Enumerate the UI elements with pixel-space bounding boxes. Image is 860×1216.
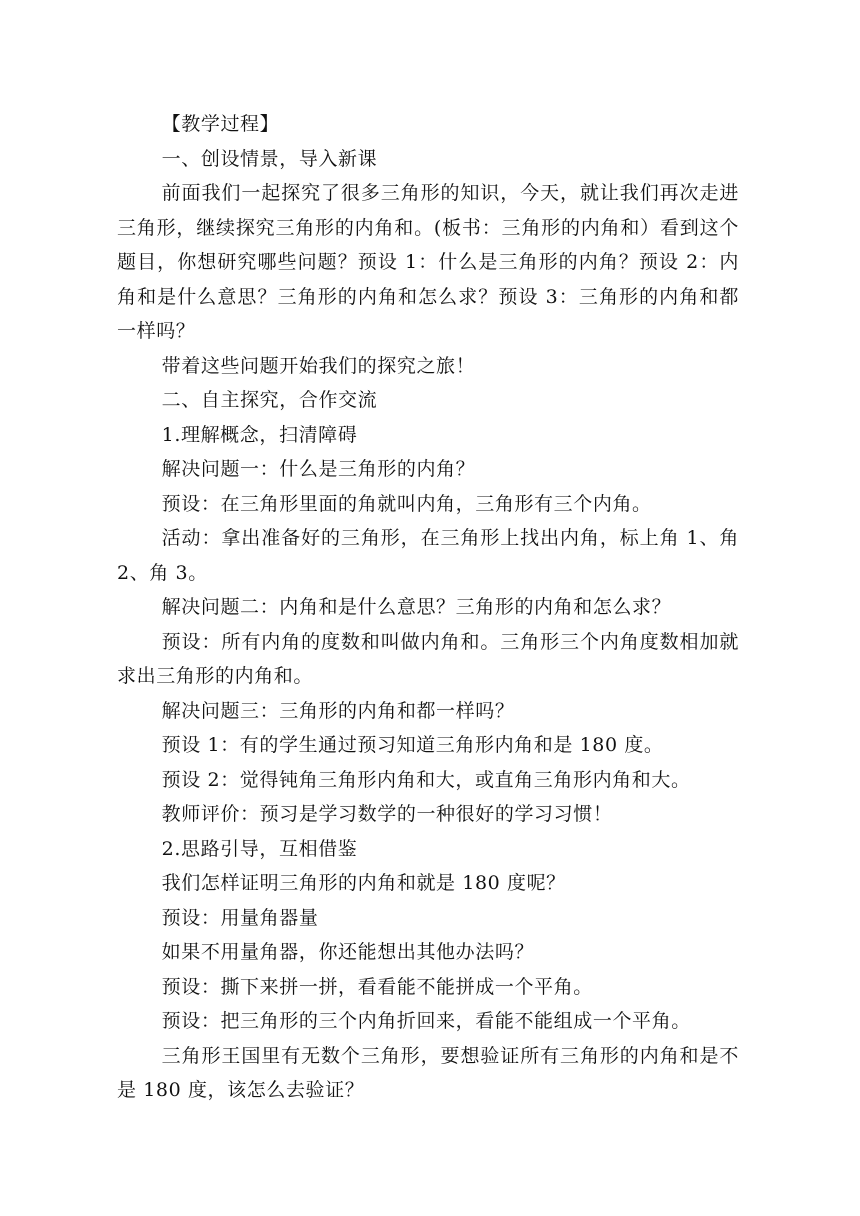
body-paragraph: 前面我们一起探究了很多三角形的知识，今天，就让我们再次走进三角形，继续探究三角形的内角和。(板书：三角形的内角和）看到这个题目，你想研究哪些问题？预设 1：什么是三角形的内角？预设 2：内角和是什么意思？三角形的内角和怎么求？预设 3：三角形的内角和都一样吗？ [117,182,739,342]
section-heading-1: 一、创设情景，导入新课 [161,147,378,170]
body-paragraph: 解决问题一：什么是三角形的内角？ [161,458,476,480]
body-paragraph: 预设：用量角器量 [161,906,319,929]
subsection-heading-1: 1.理解概念，扫清障碍 [161,423,358,446]
body-paragraph: 带着这些问题开始我们的探究之旅！ [161,354,476,377]
body-paragraph: 预设：所有内角的度数和叫做内角和。三角形三个内角度数相加就求出三角形的内角和。 [117,630,739,687]
body-paragraph: 教师评价：预习是学习数学的一种很好的学习习惯！ [161,803,613,825]
body-paragraph: 预设：撕下来拼一拼，看看能不能拼成一个平角。 [161,975,593,998]
body-paragraph: 活动：拿出准备好的三角形，在三角形上找出内角，标上角 1、角 2、角 3。 [117,527,739,584]
document-body [117,107,739,1108]
body-paragraph: 预设：在三角形里面的角就叫内角，三角形有三个内角。 [161,492,652,515]
subsection-heading-2: 2.思路引导，互相借鉴 [161,837,358,860]
section-heading-teaching-process: 【教学过程】 [161,113,280,135]
body-paragraph: 解决问题二：内角和是什么意思？三角形的内角和怎么求？ [161,596,672,618]
body-paragraph: 预设：把三角形的三个内角折回来，看能不能组成一个平角。 [161,1010,691,1032]
body-paragraph: 如果不用量角器，你还能想出其他办法吗？ [161,941,535,963]
body-paragraph: 预设 2：觉得钝角三角形内角和大，或直角三角形内角和大。 [161,768,691,791]
body-paragraph: 我们怎样证明三角形的内角和就是 180 度呢？ [161,872,566,894]
body-paragraph: 三角形王国里有无数个三角形，要想验证所有三角形的内角和是不是 180 度，该怎么去验证？ [117,1044,739,1101]
section-heading-2: 二、自主探究，合作交流 [161,389,378,411]
body-paragraph: 预设 1：有的学生通过预习知道三角形内角和是 180 度。 [161,734,664,756]
body-paragraph: 解决问题三：三角形的内角和都一样吗？ [161,699,515,722]
